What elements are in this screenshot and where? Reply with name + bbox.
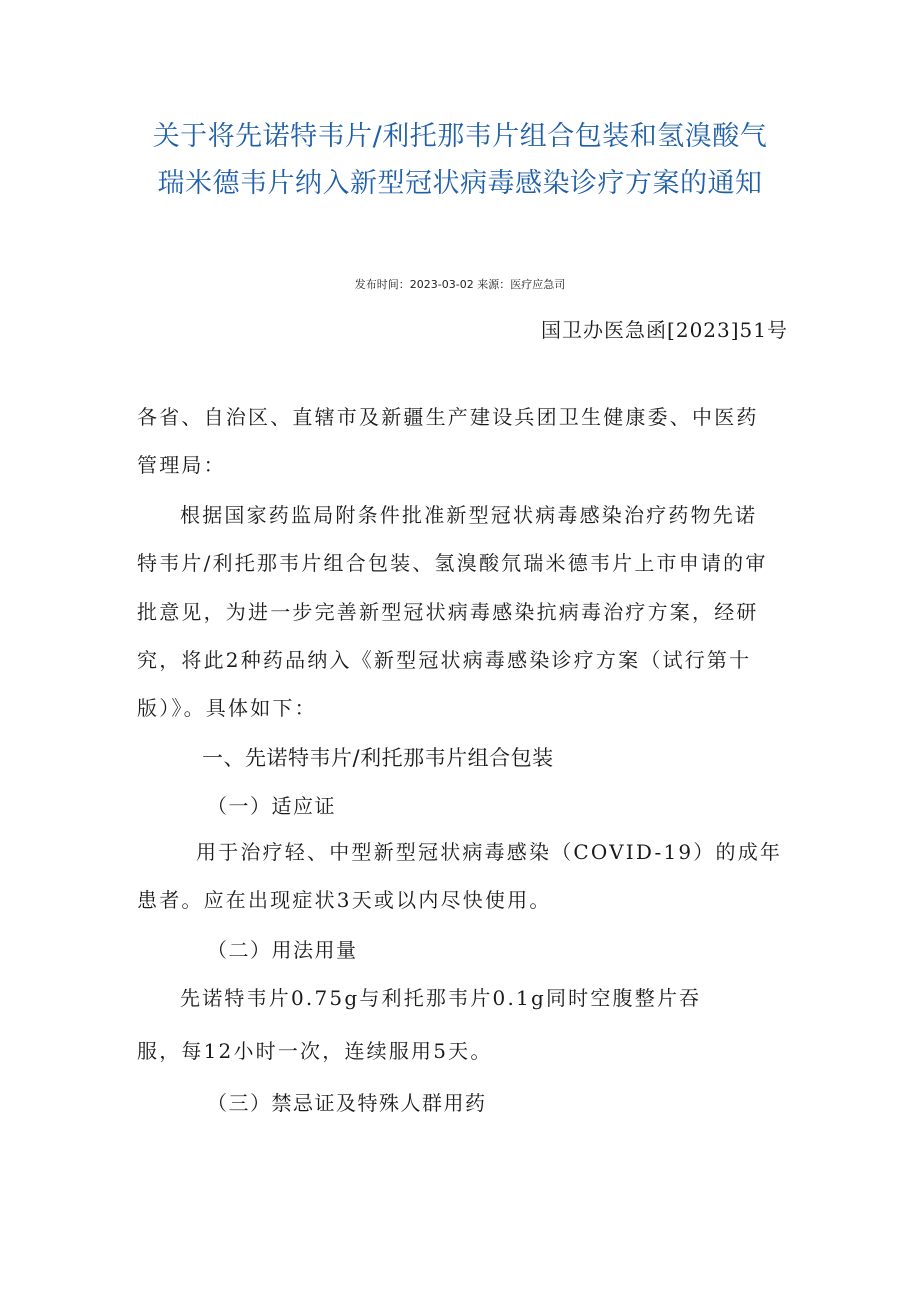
document-title-line-2: 瑞米德韦片纳入新型冠状病毒感染诊疗方案的通知	[157, 168, 763, 199]
publish-meta: 发布时间：2023-03-02 来源：医疗应急司	[354, 278, 566, 291]
subsection-dosage-title: （二）用法用量	[207, 938, 358, 962]
indications-line-1: 用于治疗轻、中型新型冠状病毒感染（COVID-19）的成年	[196, 840, 783, 864]
indications-line-2: 患者。应在出现症状3天或以内尽快使用。	[137, 888, 552, 912]
intro-line-4: 究，将此2种药品纳入《新型冠状病毒感染诊疗方案（试行第十	[137, 648, 752, 672]
subsection-contraindications-title: （三）禁忌证及特殊人群用药	[207, 1091, 487, 1115]
dosage-line-2: 服，每12小时一次，连续服用5天。	[137, 1039, 493, 1063]
dosage-line-1: 先诺特韦片0.75g与利托那韦片0.1g同时空腹整片吞	[180, 986, 702, 1010]
intro-line-5: 版）》。具体如下：	[137, 696, 317, 720]
salutation-line-2: 管理局：	[137, 453, 226, 477]
intro-line-3: 批意见，为进一步完善新型冠状病毒感染抗病毒治疗方案，经研	[137, 600, 759, 624]
document-number: 国卫办医急函[2023]51号	[541, 318, 788, 342]
subsection-indications-title: （一）适应证	[207, 794, 336, 818]
document-title-line-1: 关于将先诺特韦片/利托那韦片组合包装和氢溴酸气	[152, 121, 768, 152]
intro-line-2: 特韦片/利托那韦片组合包装、氢溴酸氘瑞米德韦片上市申请的审	[137, 551, 768, 575]
salutation-line-1: 各省、自治区、直辖市及新疆生产建设兵团卫生健康委、中医药	[137, 405, 759, 429]
intro-line-1: 根据国家药监局附条件批准新型冠状病毒感染治疗药物先诺	[180, 503, 758, 527]
section-1-heading: 一、先诺特韦片/利托那韦片组合包装	[202, 746, 554, 770]
